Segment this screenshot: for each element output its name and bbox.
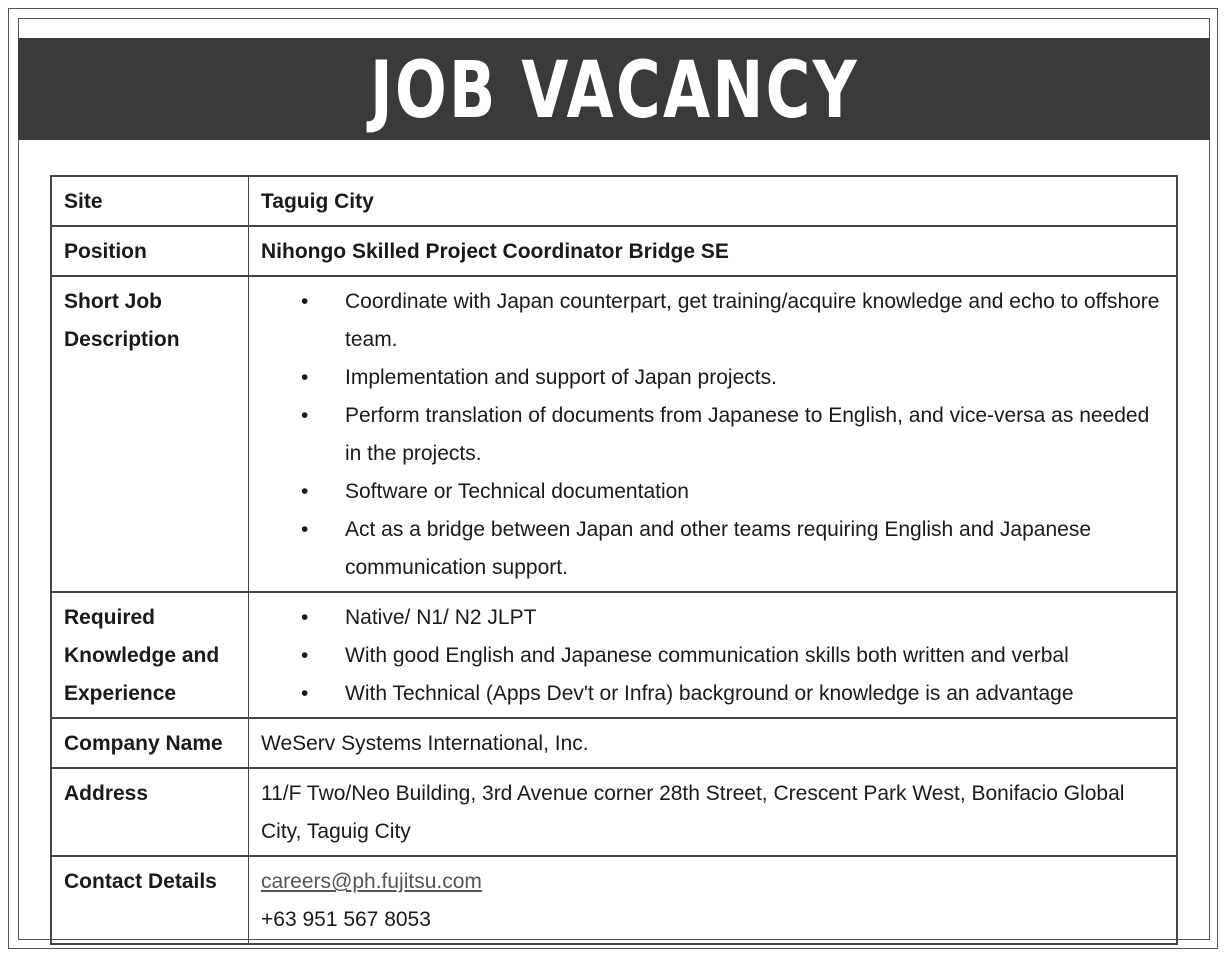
list-item — [261, 599, 1164, 637]
address-value: 11/F Two/Neo Building, 3rd Avenue corner 28th Street, Crescent Park West, Bonifacio Global City, Taguig City — [249, 768, 1178, 856]
contact-value — [249, 856, 1178, 944]
row-position — [51, 226, 1177, 276]
list-item — [261, 675, 1164, 713]
requirements-list — [261, 599, 1164, 713]
description-label-line: Description — [64, 328, 180, 351]
bullet-icon: • — [301, 606, 309, 629]
row-requirements — [51, 592, 1177, 718]
bullet-icon: • — [301, 518, 309, 541]
site-label: Site — [51, 176, 249, 226]
description-value — [249, 276, 1178, 592]
list-item-text: Act as a bridge between Japan and other teams requiring English and Japanese communication support. — [345, 518, 1091, 579]
list-item-text: With good English and Japanese communication skills both written and verbal — [345, 644, 1069, 667]
list-item-text: Coordinate with Japan counterpart, get training/acquire knowledge and echo to offshore team. — [345, 290, 1160, 351]
bullet-icon: • — [301, 366, 309, 389]
row-company — [51, 718, 1177, 768]
header-banner — [18, 38, 1210, 140]
list-item — [261, 359, 1164, 397]
requirements-label-line: Required — [64, 606, 156, 629]
address-label: Address — [51, 768, 249, 856]
list-item-text: With Technical (Apps Dev't or Infra) background or knowledge is an advantage — [345, 682, 1074, 705]
email-link[interactable]: careers@ph.fujitsu.com — [261, 870, 482, 893]
list-item — [261, 397, 1164, 473]
row-contact — [51, 856, 1177, 944]
company-label: Company Name — [51, 718, 249, 768]
page-title: JOB VACANCY — [369, 46, 859, 136]
requirements-value — [249, 592, 1178, 718]
bullet-icon: • — [301, 644, 309, 667]
bullet-icon: • — [301, 480, 309, 503]
list-item — [261, 511, 1164, 587]
bullet-icon: • — [301, 404, 309, 427]
bullet-icon: • — [301, 682, 309, 705]
row-address — [51, 768, 1177, 856]
position-label: Position — [51, 226, 249, 276]
description-list — [261, 283, 1164, 587]
list-item — [261, 473, 1164, 511]
phone-number: +63 951 567 8053 — [261, 908, 431, 931]
site-value: Taguig City — [249, 176, 1178, 226]
list-item-text: Implementation and support of Japan projects. — [345, 366, 777, 389]
description-label — [51, 276, 249, 592]
list-item-text: Perform translation of documents from Japanese to English, and vice-versa as needed in the projects. — [345, 404, 1150, 465]
row-site — [51, 176, 1177, 226]
bullet-icon: • — [301, 290, 309, 313]
vacancy-table — [50, 175, 1178, 945]
list-item — [261, 283, 1164, 359]
requirements-label-line: Knowledge and — [64, 644, 220, 667]
requirements-label — [51, 592, 249, 718]
list-item-text: Native/ N1/ N2 JLPT — [345, 606, 537, 629]
requirements-label-line: Experience — [64, 682, 177, 705]
list-item-text: Software or Technical documentation — [345, 480, 689, 503]
position-value: Nihongo Skilled Project Coordinator Bridge SE — [249, 226, 1178, 276]
company-value: WeServ Systems International, Inc. — [249, 718, 1178, 768]
list-item — [261, 637, 1164, 675]
row-description — [51, 276, 1177, 592]
contact-label: Contact Details — [51, 856, 249, 944]
description-label-line: Short Job — [64, 290, 162, 313]
